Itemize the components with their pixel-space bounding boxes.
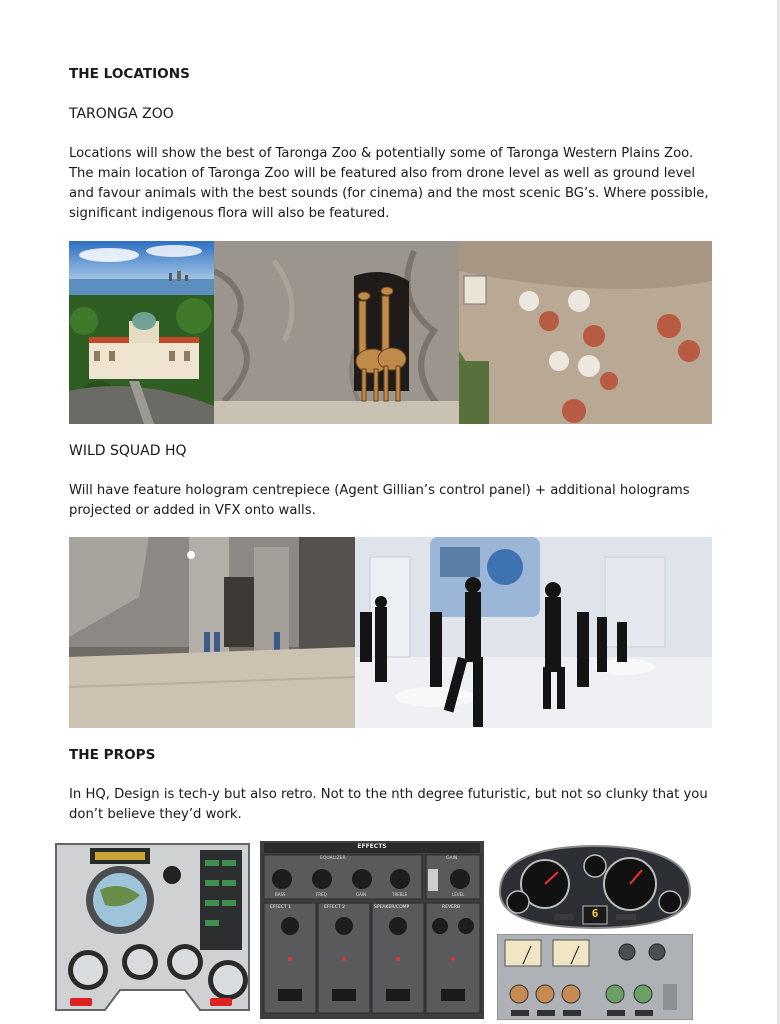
paragraph-line: Locations will show the best of Taronga Zoo & potentially some of Taronga Western Plains Zoo.	[69, 146, 694, 161]
retro-control-panel-image	[50, 840, 255, 1020]
hologram-hq-photo	[355, 537, 712, 728]
knob-label-bass: BASS	[275, 892, 286, 897]
paragraph-line: In HQ, Design is tech-y but also retro. Not to the nth degree futuristic, but not so clunky that you	[69, 787, 708, 802]
paragraph-line: don’t believe they’d work.	[69, 807, 242, 822]
knob-label-level: LEVEL	[452, 892, 465, 897]
effects-title: EFFECTS	[357, 843, 387, 850]
paragraph-line: significant indigenous flora will also be featured.	[69, 206, 390, 221]
module-label-reverb: REVERB	[442, 905, 461, 910]
zoo-aerial-photo	[69, 241, 214, 424]
dashboard-gauges-image	[490, 842, 700, 930]
vu-meter-panel-image	[497, 934, 693, 1020]
paragraph-line: projected or added in VFX onto walls.	[69, 503, 316, 518]
module-label-effect2: EFFECT 2	[324, 905, 346, 910]
hq-concrete-interior-photo	[69, 537, 355, 728]
gain-label: GAIN	[446, 856, 458, 861]
gear-display-value: 6	[591, 907, 599, 920]
taronga-zoo-subheading: TARONGA ZOO	[69, 106, 174, 122]
rock-art-photo	[459, 241, 712, 424]
locations-heading: THE LOCATIONS	[69, 66, 190, 82]
knob-label-freq: FREQ	[316, 892, 327, 897]
knob-label-gain: GAIN	[356, 892, 367, 897]
knob-label-treble: TREBLE	[392, 892, 408, 897]
paragraph-line: and favour animals with the best sounds (for cinema) and the most scenic BG’s. Where possible,	[69, 186, 709, 201]
paragraph-line: The main location of Taronga Zoo will be featured also from drone level as well as ground level	[69, 166, 696, 181]
wild-squad-hq-subheading: WILD SQUAD HQ	[69, 443, 187, 459]
props-heading: THE PROPS	[69, 747, 156, 763]
module-label-speaker-comp: SPEAKER/COMP	[374, 905, 410, 910]
giraffe-enclosure-photo	[214, 241, 459, 424]
equalizer-label: EQUALIZER	[320, 856, 346, 861]
paragraph-line: Will have feature hologram centrepiece (Agent Gillian’s control panel) + additional holograms	[69, 483, 690, 498]
module-label-effect1: EFFECT 1	[270, 905, 292, 910]
effects-panel-image	[260, 841, 484, 1019]
